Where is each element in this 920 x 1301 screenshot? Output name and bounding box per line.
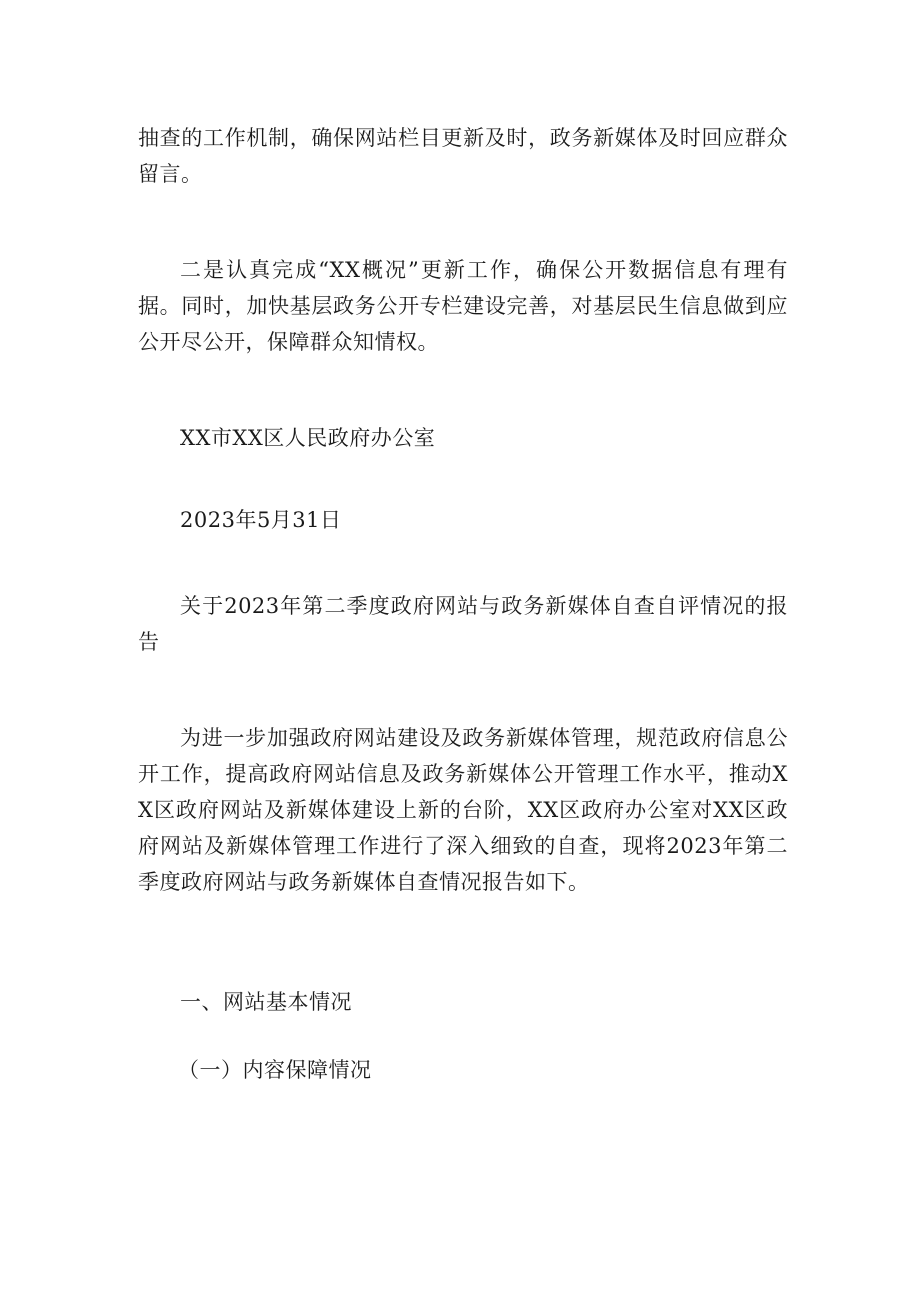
paragraph-point-two: 二是认真完成“XX概况”更新工作，确保公开数据信息有理有据。同时，加快基层政务公开专栏建设完善，对基层民生信息做到应公开尽公开，保障群众知情权。 <box>138 258 788 354</box>
section-heading: 一、网站基本情况 <box>180 990 352 1014</box>
paragraph-intro: 为进一步加强政府网站建设及政务新媒体管理，规范政府信息公开工作，提高政府网站信息及政务新媒体公开管理工作水平，推动XX区政府网站及新媒体建设上新的台阶，XX区政府办公室对XX区政府网站及新媒体管理工作进行了深入细致的自查，现将2023年第二季度政府网站与政务新媒体自查情况报告如下。 <box>138 726 788 894</box>
paragraph-continuation: 抽查的工作机制，确保网站栏目更新及时，政务新媒体及时回应群众留言。 <box>138 126 788 186</box>
signature-office: XX市XX区人民政府办公室 <box>180 426 436 450</box>
signature-date: 2023年5月31日 <box>180 508 342 532</box>
subsection-heading: （一）内容保障情况 <box>178 1058 372 1082</box>
report-title: 关于2023年第二季度政府网站与政务新媒体自查自评情况的报告 <box>138 594 788 654</box>
